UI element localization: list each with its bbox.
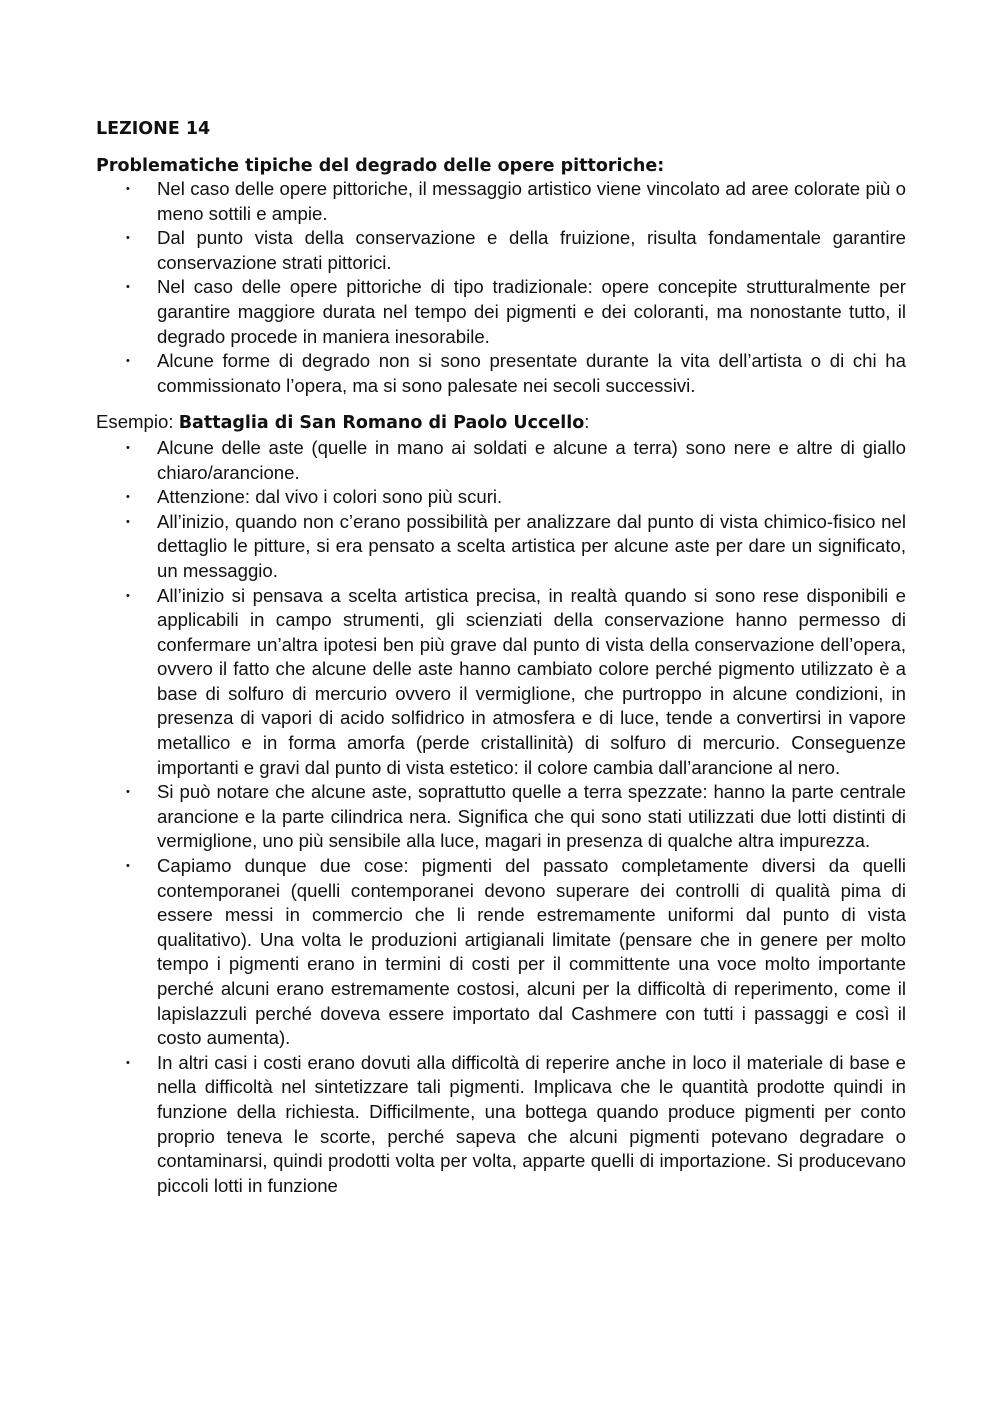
list-item: [96, 436, 906, 485]
example-heading: [96, 410, 906, 436]
intro-bullet-list: [96, 177, 906, 398]
bullet-icon: •: [126, 232, 130, 245]
list-item-text: Alcune forme di degrado non si sono presentate durante la vita dell’artista o di chi ha commissionato l’opera, ma si sono palesate nei secoli successivi.: [157, 350, 906, 396]
list-item: [96, 226, 906, 275]
example-prefix: Esempio:: [96, 411, 174, 433]
section-title: Problematiche tipiche del degrado delle opere pittoriche:: [96, 156, 665, 176]
list-item-text: All’inizio, quando non c’erano possibilità per analizzare dal punto di vista chimico-fisico nel dettaglio le pitture, si era pensato a scelta artistica per alcune aste per dare un significato, un messaggio.: [157, 510, 906, 581]
bullet-icon: •: [126, 515, 130, 528]
list-item: [96, 854, 906, 1051]
lesson-title: LEZIONE 14: [96, 119, 211, 139]
document-page: [96, 110, 906, 1198]
list-item: [96, 584, 906, 781]
bullet-icon: •: [126, 441, 130, 454]
bullet-icon: •: [126, 860, 130, 873]
bullet-icon: •: [126, 183, 130, 195]
list-item-text: Dal punto vista della conservazione e della fruizione, risulta fondamentale garantire conservazione strati pittorici.: [157, 227, 906, 273]
bullet-icon: •: [126, 786, 130, 799]
list-item-text: All’inizio si pensava a scelta artistica precisa, in realtà quando si sono rese disponibili e applicabili in campo strumenti, gli scienziati della conservazione hanno permesso di confermare un’altra ipotesi ben più grave dal punto di vista della conservazione dell’opera, ovvero il fatto che alcune delle aste hanno cambiato colore perché pigmento utilizzato è a base di solfuro di mercurio ovvero il vermiglione, che purtroppo in alcune condizioni, in presenza di vapori di acido solfidrico in atmosfera e di luce, tende a convertirsi in vapore metallico e in forma amorfa (perde cristallinità) di solfuro di mercurio. Conseguenze importanti e gravi dal punto di vista estetico: il colore cambia dall’arancione al nero.: [157, 584, 906, 778]
bullet-icon: •: [126, 589, 130, 602]
example-suffix: :: [584, 411, 590, 433]
list-item: [96, 1051, 906, 1199]
bullet-icon: •: [126, 355, 130, 368]
list-item-text: Nel caso delle opere pittoriche, il messaggio artistico viene vincolato ad aree colorate più o meno sottili e ampie.: [157, 178, 906, 224]
list-item: [96, 510, 906, 584]
list-item: [96, 780, 906, 854]
example-title: Battaglia di San Romano di Paolo Uccello: [178, 413, 585, 434]
list-item-text: Si può notare che alcune aste, soprattutto quelle a terra spezzate: hanno la parte centrale arancione e la parte cilindrica nera. Significa che qui sono stati utilizzati due lotti distinti di vermiglione, uno più sensibile alla luce, magari in presenza di qualche altra impurezza.: [157, 781, 906, 852]
list-item-text: Nel caso delle opere pittoriche di tipo tradizionale: opere concepite strutturalmente per garantire maggiore durata nel tempo dei pigmenti e dei coloranti, ma nonostante tutto, il degrado procede in maniera inesorabile.: [157, 276, 906, 347]
list-item-text: Alcune delle aste (quelle in mano ai soldati e alcune a terra) sono nere e altre di giallo chiaro/arancione.: [157, 436, 906, 483]
bullet-icon: •: [126, 491, 130, 504]
list-item: [96, 177, 906, 226]
list-item-text: In altri casi i costi erano dovuti alla difficoltà di reperire anche in loco il materiale di base e nella difficoltà nel sintetizzare tali pigmenti. Implicava che le quantità prodotte quindi in funzione della richiesta. Difficilmente, una bottega quando produce pigmenti per conto proprio teneva le scorte, perché sapeva che alcuni pigmenti potevano degradare o contaminarsi, quindi prodotti volta per volta, apparte quelli di importazione. Si producevano piccoli lotti in funzione: [157, 1051, 906, 1196]
bullet-icon: •: [126, 1056, 130, 1069]
bullet-icon: •: [126, 281, 130, 294]
list-item: [96, 275, 906, 349]
list-item: [96, 349, 906, 398]
list-item-text: Capiamo dunque due cose: pigmenti del passato completamente diversi da quelli contemporanei (quelli contemporanei devono superare dei controlli di qualità pima di essere messi in commercio che li rende estremamente uniformi dal punto di vista qualitativo). Una volta le produzioni artigianali limitate (pensare che in genere per molto tempo i pigmenti erano in termini di costi per il committente una voce molto importante perché alcuni erano estremamente costosi, alcuni per la difficoltà di reperimento, come il lapislazzuli perché doveva essere importato dal Cashmere con tutti i passaggi e così il costo aumenta).: [157, 855, 906, 1049]
list-item: [96, 485, 906, 510]
example-bullet-list: [96, 436, 906, 1198]
list-item-text: Attenzione: dal vivo i colori sono più scuri.: [157, 486, 503, 508]
